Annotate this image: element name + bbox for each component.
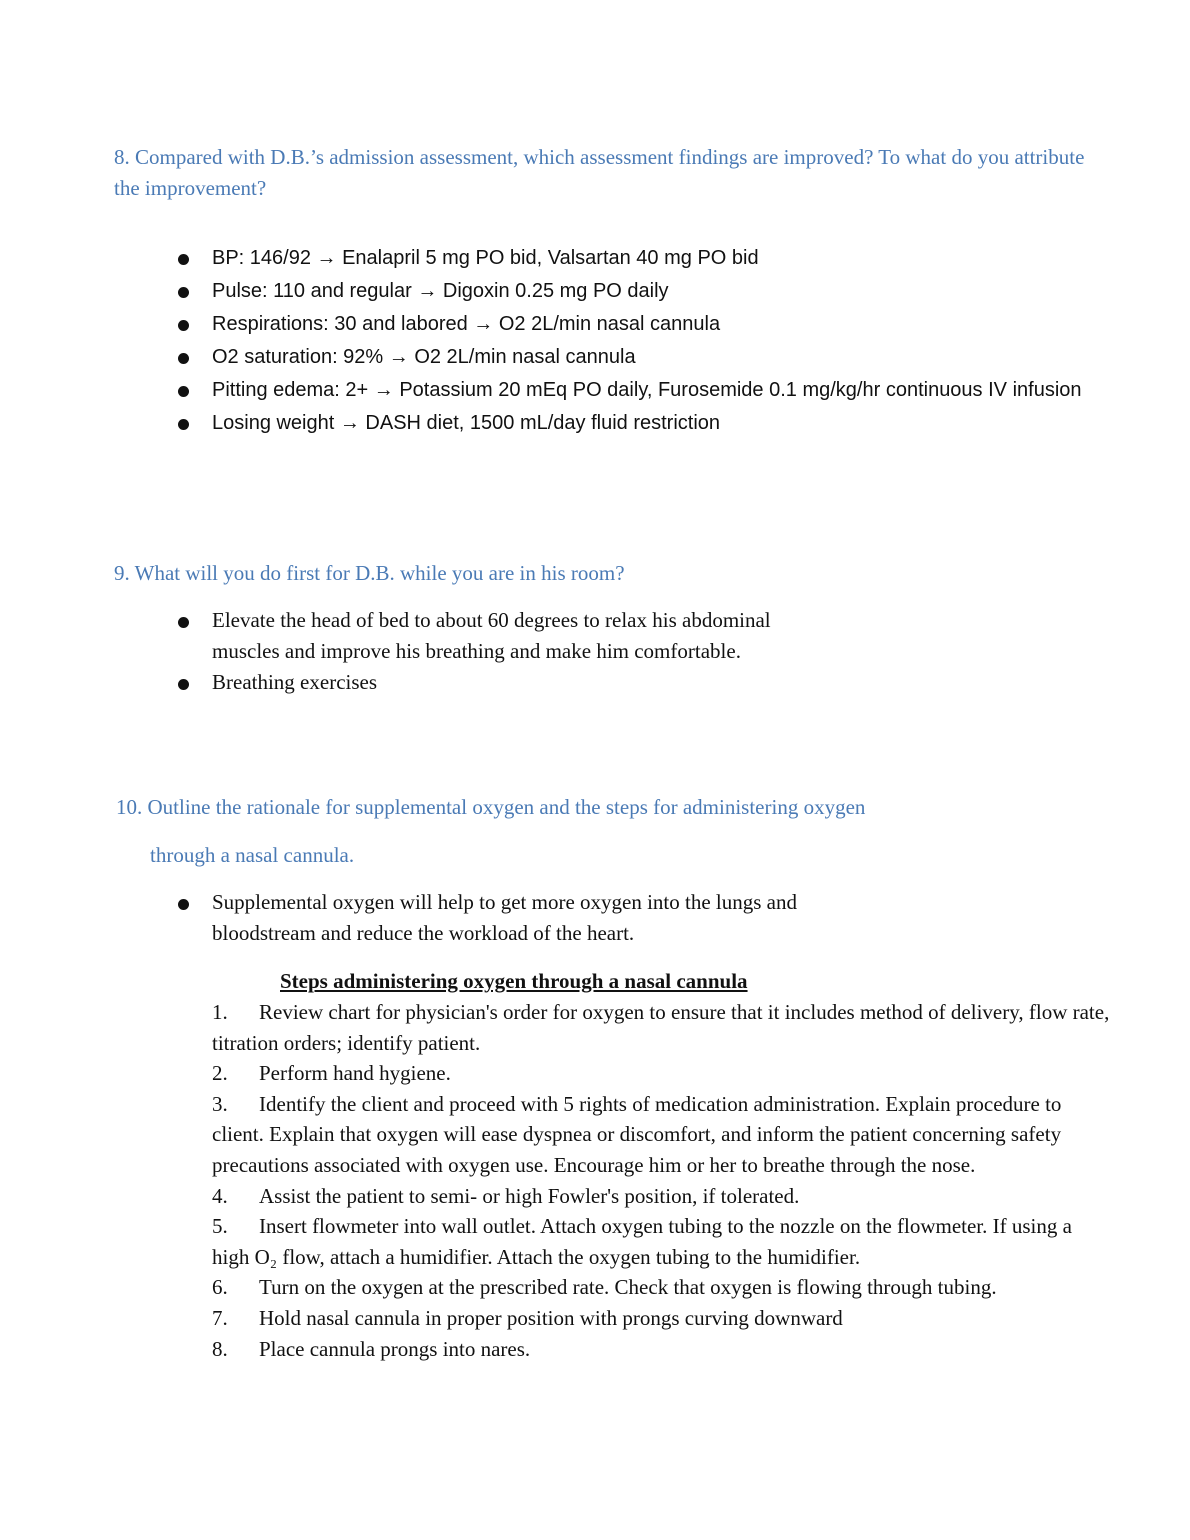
bullet-icon (178, 287, 189, 298)
step-number: 1. (212, 1000, 228, 1024)
list-item-text: O2 saturation: 92% → O2 2L/min nasal cannula (212, 346, 636, 368)
list-item (212, 667, 812, 698)
question-10-line-1: 10. Outline the rationale for supplemental oxygen and the steps for administering oxygen (116, 795, 866, 819)
step-number: 8. (212, 1336, 228, 1361)
step-text: Insert flowmeter into wall outlet. Attach oxygen tubing to the nozzle on the flowmeter. If using a high O₂ flow, attach a humidifier. Attach the oxygen tubing to the humidifier. (212, 1214, 1072, 1269)
bullet-icon (178, 320, 189, 331)
step-item (212, 1334, 1112, 1365)
bullet-icon (178, 419, 189, 430)
list-item (212, 308, 1092, 341)
step-item (212, 1181, 1112, 1212)
bullet-icon (178, 617, 189, 628)
step-item (212, 997, 1112, 1058)
list-item-text: Pitting edema: 2+ → Potassium 20 mEq PO daily, Furosemide 0.1 mg/kg/hr continuous IV infusion (212, 379, 1082, 401)
list-item (212, 341, 1092, 374)
step-number: 2. (212, 1061, 228, 1086)
bullet-icon (178, 386, 189, 397)
step-number: 3. (212, 1091, 228, 1116)
step-item (212, 1089, 1112, 1181)
step-text: Assist the patient to semi- or high Fowler's position, if tolerated. (259, 1183, 800, 1208)
bullet-icon (178, 353, 189, 364)
list-item-text: Breathing exercises (212, 670, 378, 694)
list-item-text: Supplemental oxygen will help to get more oxygen into the lungs and bloodstream and reduce the workload of the heart. (212, 890, 797, 945)
step-item (212, 1058, 1112, 1089)
step-number: 4. (212, 1183, 228, 1208)
bullet-icon (178, 679, 189, 690)
step-item (212, 1303, 1112, 1334)
list-item (212, 374, 1092, 407)
list-item (212, 407, 1092, 440)
list-item (212, 275, 1092, 308)
step-text: Review chart for physician's order for oxygen to ensure that it includes method of delivery, flow rate, titration orders; identify patient. (212, 1000, 1110, 1055)
step-number: 7. (212, 1305, 228, 1330)
step-number: 5. (212, 1214, 228, 1239)
list-item (212, 605, 812, 667)
question-8: 8. Compared with D.B.’s admission assessment, which assessment findings are improved? To what do you attribute the improvement? (114, 145, 1085, 200)
step-text: Identify the client and proceed with 5 rights of medication administration. Explain procedure to client. Explain that oxygen will ease dyspnea or discomfort, and inform the patient concerning safety precautions associated with oxygen use. Encourage him or her to breathe through the nose. (212, 1091, 1062, 1177)
step-item (212, 1272, 1112, 1303)
list-item-text: Losing weight → DASH diet, 1500 mL/day fluid restriction (212, 412, 721, 434)
question-9: 9. What will you do first for D.B. while you are in his room? (114, 561, 625, 585)
list-item-text: Elevate the head of bed to about 60 degrees to relax his abdominal muscles and improve his breathing and make him comfortable. (212, 608, 771, 663)
step-text: Turn on the oxygen at the prescribed rate. Check that oxygen is flowing through tubing. (259, 1275, 997, 1300)
bullet-icon (178, 899, 189, 910)
step-text: Perform hand hygiene. (259, 1061, 451, 1086)
question-10-answer-list (212, 887, 892, 949)
list-item-text: Pulse: 110 and regular → Digoxin 0.25 mg PO daily (212, 280, 669, 302)
question-8-answer-list (212, 242, 1092, 440)
list-item-text: BP: 146/92 → Enalapril 5 mg PO bid, Valsartan 40 mg PO bid (212, 247, 759, 269)
list-item (212, 887, 892, 949)
list-item (212, 242, 1092, 275)
bullet-icon (178, 254, 189, 265)
step-text: Place cannula prongs into nares. (259, 1336, 531, 1361)
steps-list (212, 997, 1112, 1364)
list-item-text: Respirations: 30 and labored → O2 2L/min nasal cannula (212, 313, 721, 335)
step-number: 6. (212, 1275, 228, 1300)
step-item (212, 1211, 1112, 1272)
question-10-line-2: through a nasal cannula. (150, 843, 355, 867)
step-text: Hold nasal cannula in proper position with prongs curving downward (259, 1305, 843, 1330)
steps-heading: Steps administering oxygen through a nasal cannula (280, 969, 748, 993)
question-9-answer-list (212, 605, 812, 698)
